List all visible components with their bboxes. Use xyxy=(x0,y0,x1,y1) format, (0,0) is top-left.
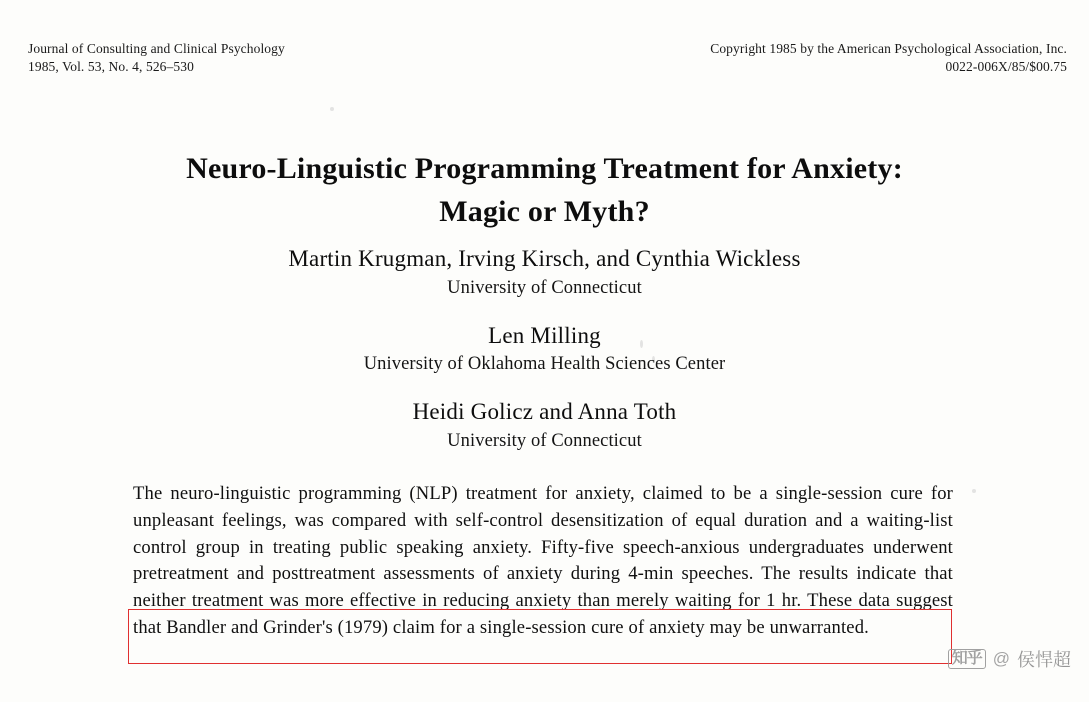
journal-citation xyxy=(28,40,285,76)
author-affiliation-3: University of Connecticut xyxy=(447,430,642,451)
journal-name: Journal of Consulting and Clinical Psychology xyxy=(28,41,285,56)
author-names-1: Martin Krugman, Irving Kirsch, and Cynthia Wickless xyxy=(288,246,801,271)
title-line-1: Neuro-Linguistic Programming Treatment for Anxiety: xyxy=(186,152,903,186)
zhihu-logo-icon: 知乎 xyxy=(948,649,986,669)
scan-artifact xyxy=(330,107,334,111)
scan-artifact xyxy=(972,489,976,493)
author-names-3: Heidi Golicz and Anna Toth xyxy=(412,399,677,425)
author-block xyxy=(0,243,1089,467)
author-group-3 xyxy=(0,396,1089,455)
journal-volume-pages: 1985, Vol. 53, No. 4, 526–530 xyxy=(28,58,194,74)
at-symbol-icon: @ xyxy=(992,649,1010,668)
author-names-2: Len Milling xyxy=(488,322,601,348)
watermark-username: 侯悍超 xyxy=(1017,650,1071,670)
issn-price-line: 0022-006X/85/$00.75 xyxy=(945,58,1067,74)
author-affiliation-2: University of Oklahoma Health Sciences Center xyxy=(363,354,726,375)
copyright-line: Copyright 1985 by the American Psychological Association, Inc. xyxy=(710,41,1067,56)
author-group-2 xyxy=(0,320,1089,379)
title-line-2: Magic or Myth? xyxy=(439,194,650,228)
author-affiliation-1: University of Connecticut xyxy=(447,277,642,298)
page-title xyxy=(0,148,1089,233)
journal-header xyxy=(28,40,1067,76)
author-group-1 xyxy=(0,243,1089,302)
abstract xyxy=(133,481,953,642)
watermark xyxy=(948,646,1071,672)
abstract-text: The neuro-linguistic programming (NLP) treatment for anxiety, claimed to be a single-session cure for unpleasant feelings, was compared with self-control desensitization of equal duration and a waiting-list control group in treating public speaking anxiety. Fifty-five speech-anxious undergraduates underwent pretreatment and posttreatment assessments of anxiety during 4-min speeches. The results indicate that neither treatment was more effective in reducing anxiety than merely waiting for 1 hr. These data suggest that Bandler and Grinder's (1979) claim for a single-session cure of anxiety may be unwarranted. xyxy=(133,483,953,638)
copyright-notice xyxy=(710,40,1067,76)
